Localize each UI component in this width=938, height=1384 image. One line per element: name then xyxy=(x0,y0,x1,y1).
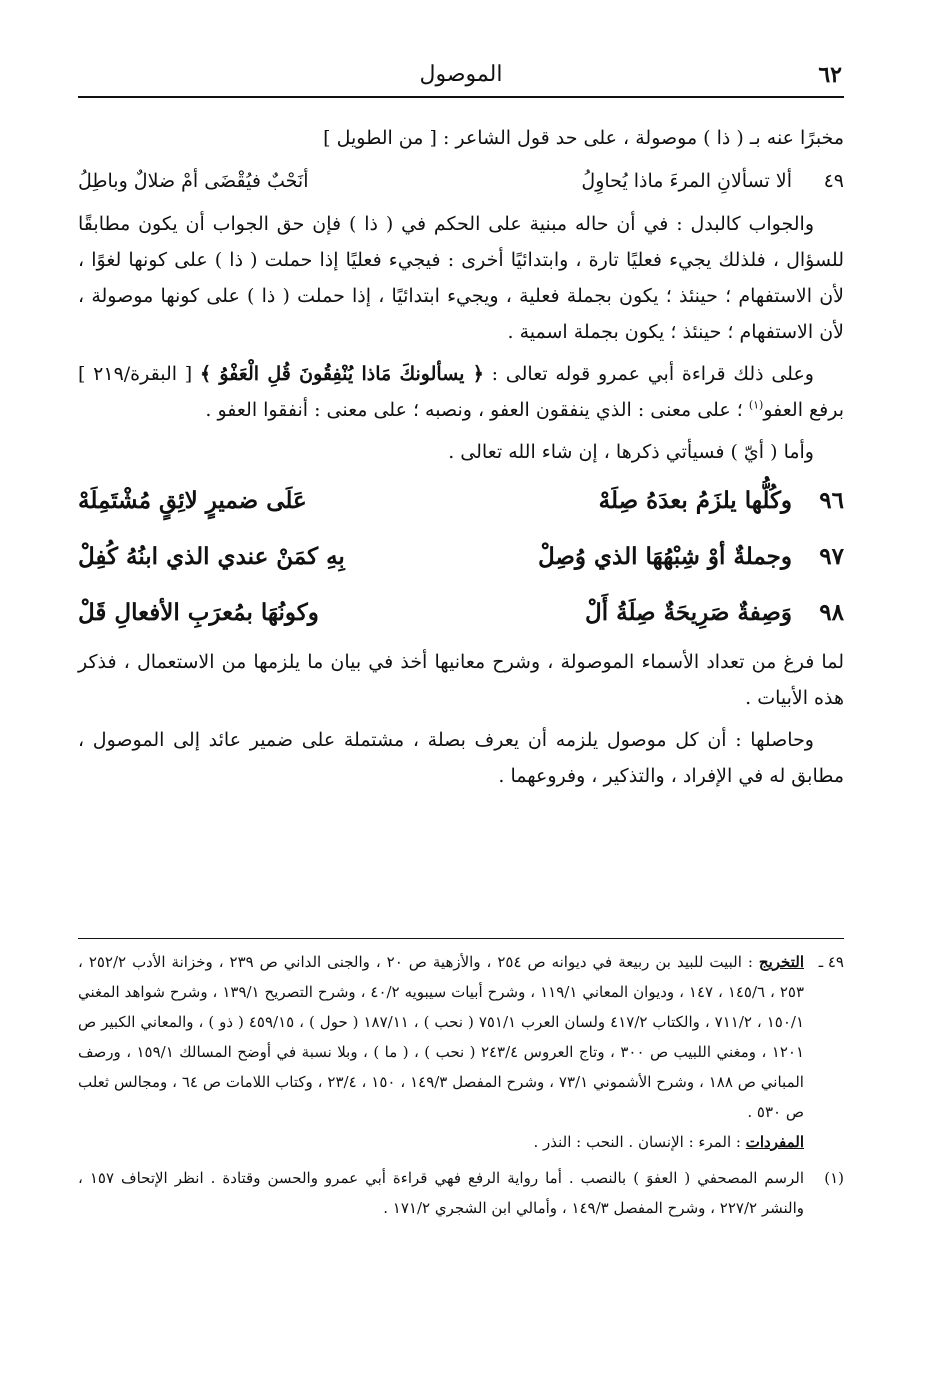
quran-intro-text: وعلى ذلك قراءة أبي عمرو قوله تعالى : xyxy=(491,363,814,385)
verse-first-hemistich: وكُلُّها يلزَمُ بعدَهُ صِلَهْ xyxy=(598,487,792,514)
footnote-text: الرسم المصحفي ( العفوَ ) بالنصب . أما رواية الرفع فهي قراءة أبي عمرو والحسن وقتادة . انظر الإتحاف ١٥٧ ، والنشر ٢٢٧/٢ ، وشرح المفصل ١٤٩/٣ ، وأمالي ابن الشجري ١٧١/٢ . xyxy=(78,1169,804,1217)
main-text xyxy=(78,120,844,800)
vocabulary-text: : المرء : الإنسان . النحب : النذر . xyxy=(533,1133,741,1151)
takhrij-text: : البيت للبيد بن ربيعة في ديوانه ص ٢٥٤ ، والأزهية ص ٢٠ ، والجنى الداني ص ٢٣٩ ، وخزانة الأدب ٢٥٢/٢ ، ٢٥٣ ، ١٤٥/٦ ، ١٤٧ ، وديوان المعاني ١١٩/١ ، وشرح أبيات سيبويه ٤٠/٢ ، وشرح التصريح ١٣٩/١ ، وشرح شواهد المغني ١٥٠/١ ، ٧١١/٢ ، والكتاب ٤١٧/٢ ولسان العرب ٧٥١/١ ( نحب ) ، ١٨٧/١١ ( حول ) ، ٤٥٩/١٥ ( ذو ) ، والمعاني الكبير ص ١٢٠١ ، ومغني اللبيب ص ٣٠٠ ، وتاج العروس ٢٤٣/٤ ( نحب ) ، ( ما ) ، وبلا نسبة في أوضح المسالك ١٥٩/١ ، ورصف المباني ص ١٨٨ ، وشرح الأشموني ٧٣/١ ، وشرح المفصل ١٤٩/٣ ، ١٥٠ ، ٢٣/٤ ، وكتاب اللامات ص ٦٤ ، ومجالس ثعلب ص ٥٣٠ . xyxy=(78,953,805,1121)
quran-explanation: ؛ على معنى : الذي ينفقون العفو ، ونصبه ؛ على معنى : أنفقوا العفو . xyxy=(205,399,743,421)
verse-second-hemistich: أنَحْبٌ فيُقْضَى أمْ ضلالٌ وباطِلُ xyxy=(78,170,309,192)
commentary-paragraph: لما فرغ من تعداد الأسماء الموصولة ، وشرح معانيها أخذ في بيان ما يلزمها من الاستعمال ، فذكر هذه الأبيات . xyxy=(78,651,844,709)
page-number: ٦٢ xyxy=(818,62,842,88)
witness-verse xyxy=(78,162,844,200)
verse-number: ٩٦ xyxy=(819,487,844,514)
verse-number: ٤٩ xyxy=(823,170,844,192)
footnote-text xyxy=(78,947,804,1157)
summary-paragraph: وحاصلها : أن كل موصول يلزمه أن يعرف بصلة ، مشتملة على ضمير عائد إلى الموصول ، مطابق له في الإفراد ، والتذكير ، وفروعهما . xyxy=(78,729,844,787)
footnotes xyxy=(78,938,844,1229)
quran-reference: [ البقرة/٢١٩ ] برفع العفو xyxy=(78,363,844,421)
footnote-marker: (١) xyxy=(748,398,764,412)
quran-verse: ﴿ يسألونكَ مَاذا يُنْفِقُونَ قُلِ الْعَفْوُ ﴾ xyxy=(199,363,484,385)
footnote-number: (١) xyxy=(824,1169,844,1187)
poem-verse-96 xyxy=(78,476,844,526)
verse-number: ٩٨ xyxy=(819,599,844,626)
takhrij-label: التخريج xyxy=(758,953,804,971)
poem-verse-98 xyxy=(78,588,844,638)
footnote-separator xyxy=(78,938,844,939)
footnote-1 xyxy=(78,1163,844,1223)
running-title: الموصول xyxy=(419,62,503,87)
answer-paragraph: والجواب كالبدل : في أن حاله مبنية على الحكم في ( ذا ) فإن حق الجواب أن يكون مطابقًا للسؤال ، فلذلك يجيء فعليًا تارة ، وابتدائيًا أخرى : فيجيء فعليًا إذا حملت ( ذا ) على كونها لغوًا ، لأن الاستفهام ؛ حينئذ ؛ يكون بجملة فعلية ، ويجيء ابتدائيًا ، إذا حملت ( ذا ) على كونها موصولة ، لأن الاستفهام ؛ حينئذ ؛ يكون بجملة اسمية . xyxy=(78,213,844,343)
verse-second-hemistich: عَلَى ضميرٍ لائِقٍ مُشْتَمِلَهْ xyxy=(78,487,307,514)
page-header xyxy=(78,60,844,98)
verse-first-hemistich: وجملةٌ أوْ شِبْهُهَا الذي وُصِلْ xyxy=(537,543,792,570)
verse-number: ٩٧ xyxy=(819,543,844,570)
vocabulary-label: المفردات xyxy=(745,1133,804,1151)
book-page xyxy=(78,60,844,1360)
verse-first-hemistich: ألا تسألانِ المرءَ ماذا يُحاوِلُ xyxy=(581,170,792,192)
quran-reading-paragraph xyxy=(78,356,844,428)
verse-first-hemistich: وَصِفةٌ صَرِيحَةٌ صِلَةُ أَلْ xyxy=(585,599,792,626)
verse-second-hemistich: بِهِ كمَنْ عندي الذي ابنُهُ كُفِلْ xyxy=(78,543,345,570)
footnote-49 xyxy=(78,947,844,1157)
footnote-number: ٤٩ ـ xyxy=(818,953,844,971)
verse-second-hemistich: وكونُهَا بمُعرَبِ الأفعالِ قَلْ xyxy=(78,599,319,626)
intro-paragraph: مخبرًا عنه بـ ( ذا ) موصولة ، على حد قول الشاعر : [ من الطويل ] xyxy=(323,127,844,149)
alfiyya-verses xyxy=(78,476,844,638)
poem-verse-97 xyxy=(78,532,844,582)
ayy-paragraph: وأما ( أيّ ) فسيأتي ذكرها ، إن شاء الله تعالى . xyxy=(448,441,814,463)
